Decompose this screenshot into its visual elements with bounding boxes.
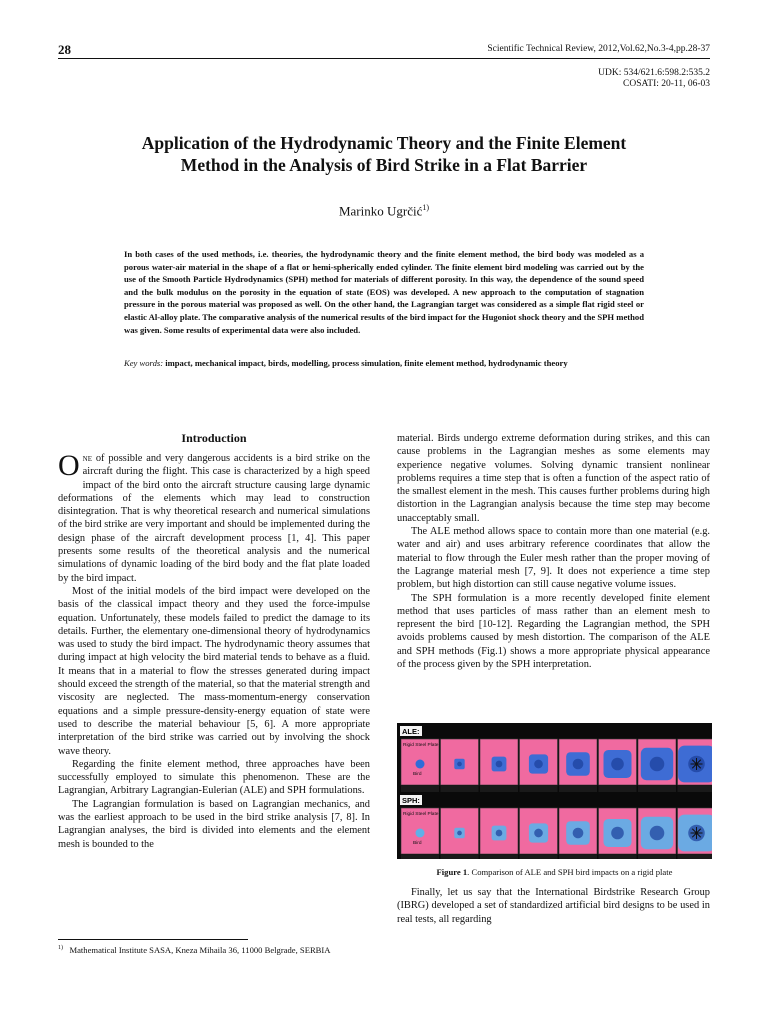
figure-1-image [397, 723, 712, 859]
figure-caption-label: Figure 1 [436, 867, 468, 877]
ale-plate-label: Rigid Steel Plate [403, 743, 439, 748]
sph-frame [520, 808, 558, 859]
ale-frame [678, 739, 713, 792]
udk-code: UDK: 534/621.6:598.2:535.2 [598, 68, 710, 78]
footnote-marker: 1) [58, 945, 63, 952]
journal-citation: Scientific Technical Review, 2012,Vol.62,No.3-4,pp.28-37 [487, 44, 710, 54]
keywords [124, 357, 644, 369]
keywords-list: impact, mechanical impact, birds, modelling, process simulation, finite element method, hydrodynamic theory [165, 358, 568, 368]
footnote-rule [58, 939, 248, 940]
sph-frame [678, 808, 713, 859]
sph-plate-label: Rigid Steel Plate [403, 812, 439, 817]
title-line-2: Method in the Analysis of Bird Strike in a Flat Barrier [180, 155, 588, 175]
sph-bird-label: Bird [413, 841, 422, 846]
ale-frame [480, 739, 518, 792]
author-affiliation-marker: 1) [422, 203, 430, 212]
sph-frame [599, 808, 637, 859]
author-name: Marinko Ugrčić [338, 203, 423, 219]
ale-frame [559, 739, 597, 792]
intro-paragraph-3: Regarding the finite element method, three approaches have been successfully employed to simulate this phenomenon. These are the Lagrangian, Arbitrary Lagrangian-Eulerian (ALE) and SPH formulations. [58, 758, 370, 797]
abstract: In both cases of the used methods, i.e. theories, the hydrodynamic theory and the finite element method, the bird body was modeled as a porous water-air material in the shape of a flat or hemi-spherically ended cylinder. The finite element bird modeling was carried out by the use of the Smooth Particle Hydrodynamics (SPH) method for materials of different porosity. In this way, the dependence of the sound speed and the bulk modulus on the porosity in the equation of state (EOS) was developed. A new approach to the computation of stagnation pressure in the porous material was proposed as well. On the other hand, the Lagrangian target was considered as a simple flat rigid steel or elastic Al-alloy plate. The comparative analysis of the numerical results of the bird impact for the Hugoniot shock theory and the SPH method was given. Some results of experimental data were also included. [124, 249, 644, 335]
drop-cap: O [58, 449, 80, 482]
sph-frame [441, 808, 479, 859]
author-line [0, 203, 768, 219]
right-paragraph-2: The ALE method allows space to contain more than one material (e.g. water and air) and uses arbitrary reference coordinates that allow the material to flow through the Euler mesh rather than the proper moving of the Lagrange material mesh [7, 9]. It does not experience a time step problem, but high distortion can still cause negative volume issues. [397, 526, 710, 591]
keywords-label: Key words: [124, 358, 164, 368]
ale-frame [638, 739, 676, 792]
right-paragraph-1: material. Birds undergo extreme deformation during strikes, and this can cause problems in the Lagrangian meshes as some elements may experience negative volumes. Solving dynamic transient nonlinear problems requires a time step that is often a function of the aspect ratio of the smallest element in the mesh. This causes further problems during high distortion in the Lagrangian analysis because the time step may become unacceptably small. [397, 433, 710, 524]
figure-label-ale: ALE: [402, 727, 420, 736]
figure-label-sph: SPH: [402, 796, 420, 805]
left-column [58, 449, 370, 851]
sph-frame [559, 808, 597, 859]
ale-frame [599, 739, 637, 792]
sph-frame [480, 808, 518, 859]
footnote-text: Mathematical Institute SASA, Kneza Mihaila 36, 11000 Belgrade, SERBIA [69, 945, 331, 955]
title-line-1: Application of the Hydrodynamic Theory and the Finite Element [141, 133, 627, 153]
small-caps-lead: ne [82, 453, 93, 464]
ale-bird-label: Bird [413, 772, 422, 777]
figure-caption-text: . Comparison of ALE and SPH bird impacts on a rigid plate [467, 867, 673, 877]
classification-codes [598, 68, 710, 90]
right-paragraph-4: Finally, let us say that the International Birdstrike Research Group (IBRG) developed a set of standardized artificial bird designs to be used in real tests, all regarding [397, 887, 710, 925]
intro-paragraph-1 [58, 449, 370, 585]
ale-frame [441, 739, 479, 792]
right-paragraph-3: The SPH formulation is a more recently developed finite element method that uses particles of mass rather than an element mesh to represent the bird [10-12]. Regarding the Lagrangian method, the SPH avoids problems caused by mesh distortion. The comparison of the ALE and SPH methods (Fig.1) shows a more appropriate physical appearance of the process given by the SPH interpretation. [397, 592, 710, 671]
page-number: 28 [58, 42, 71, 57]
section-heading-introduction: Introduction [181, 431, 247, 445]
ale-frame [520, 739, 558, 792]
cosati-code: COSATI: 20-11, 06-03 [623, 79, 710, 89]
footnote [58, 945, 330, 955]
sph-frame [638, 808, 676, 859]
right-column-bottom [397, 886, 710, 926]
intro-paragraph-4: The Lagrangian formulation is based on Lagrangian mechanics, and was the earliest approach to be used in the bird strike analysis [7, 8]. In Lagrangian analyses, the bird is divided into elements and the element mesh is bounded to the [58, 798, 370, 850]
intro-paragraph-1-text: of possible and very dangerous accidents is a bird strike on the aircraft during the flight. This case is characterized by a high speed impact of the bird onto the aircraft structure causing large dynamic deformations of the elements which may lead to construction disintegration. That is why theoretical research and numerical simulations of the bird strike are very important and should be implemented during the design phase of the aircraft development process [1, 4]. This paper presents some results of the theoretical analysis and the numerical simulations of dynamic loading of the bird body and the flat plate loaded by the bird impact. [58, 453, 370, 584]
figure-caption [397, 867, 712, 877]
sph-frame-row [401, 808, 712, 859]
right-column-top [397, 432, 710, 671]
paper-title [58, 132, 710, 176]
intro-paragraph-2: Most of the initial models of the bird impact were developed on the basis of the classical impact theory and they used the force-impulse equation. Unfortunately, these models failed to predict the damage to its details. Further, the elementary one-dimensional theory of hydrodynamics was used to study the bird impact. The hydrodynamic theory assumes that during impact at high velocity the bird material tends to behave as a fluid. It means that in a material to flow the stresses generated during impact should exceed the strength of the material, so that the material strength and viscosity are neglected. The mass-momentum-energy conservation equations and a simple pressure-density-energy equation of state were used to describe the material behaviour [5, 6]. A more appropriate interpretation of the bird strike was carried out by involving the shock wave theory. [58, 585, 370, 757]
ale-frame-row [401, 739, 712, 792]
header-rule [58, 58, 710, 59]
figure-1-simulation-frames [397, 723, 712, 859]
